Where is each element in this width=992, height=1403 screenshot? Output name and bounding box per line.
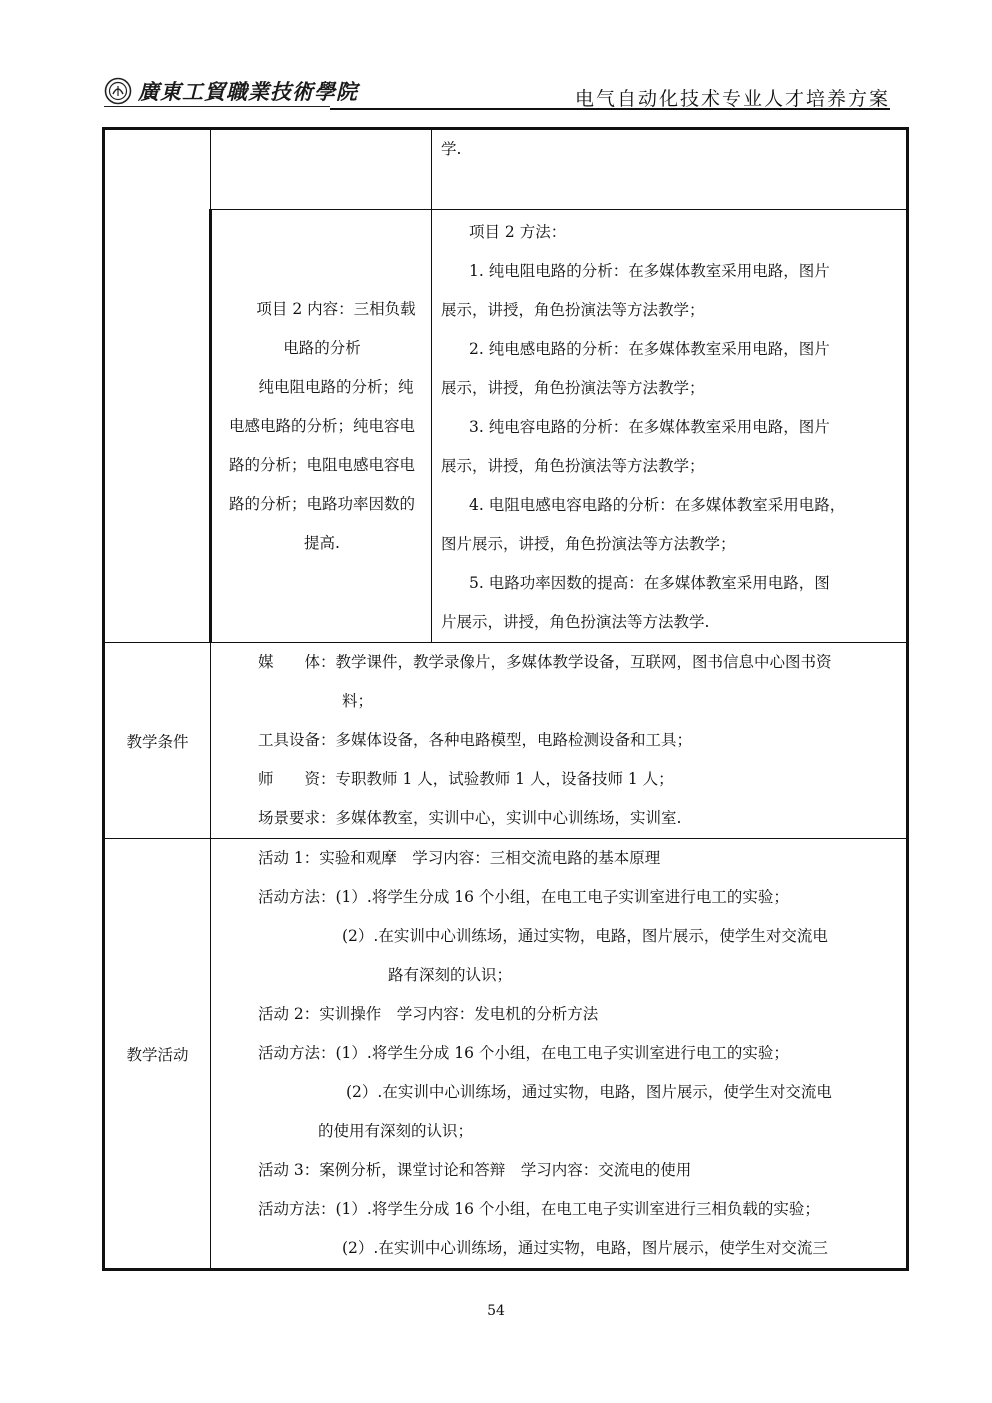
content-line: 项目 2 内容：三相负载 xyxy=(256,299,416,318)
table-row xyxy=(104,643,908,839)
media-line xyxy=(258,643,898,682)
method-line: 展示，讲授，角色扮演法等方法教学； xyxy=(441,457,705,475)
scene-line: 场景要求：多媒体教室，实训中心，实训中心训练场，实训室. xyxy=(258,809,682,827)
table-row xyxy=(104,129,908,210)
tools-line: 工具设备：多媒体设备，各种电路模型，电路检测设备和工具； xyxy=(258,731,693,749)
project2-content-cell xyxy=(211,210,432,643)
activity-method: (2）.在实训中心训练场，通过实物，电路，图片展示，使学生对交流电 xyxy=(342,927,828,945)
activity-method: 的使用有深刻的认识； xyxy=(318,1122,474,1140)
conditions-label: 教学条件 xyxy=(104,643,211,839)
media-text: 教学课件，教学录像片，多媒体教学设备，互联网，图书信息中心图书资 xyxy=(335,653,832,671)
content-line: 路的分析；电阻电感电容电 xyxy=(228,455,415,474)
activity-method: (2）.在实训中心训练场，通过实物，电路，图片展示，使学生对交流三 xyxy=(342,1239,828,1257)
school-name: 廣東工貿職業技術學院 xyxy=(138,79,358,104)
page-header xyxy=(104,72,890,110)
method-line: 项目 2 方法： xyxy=(469,223,567,241)
method-line: 学. xyxy=(441,140,462,158)
row-label-cell xyxy=(104,129,211,643)
media-label: 媒 体： xyxy=(258,653,336,671)
activity-title: 活动 2：实训操作 学习内容：发电机的分析方法 xyxy=(258,1005,599,1023)
activity-title: 活动 1：实验和观摩 学习内容：三相交流电路的基本原理 xyxy=(258,849,661,867)
method-cell xyxy=(432,129,908,210)
media-cont: 料； xyxy=(342,692,374,710)
method-line: 片展示，讲授，角色扮演法等方法教学. xyxy=(441,613,710,631)
document-title: 电气自动化技术专业人才培养方案 xyxy=(574,88,890,110)
page-number: 54 xyxy=(487,1303,505,1319)
activity-method: 活动方法：(1）.将学生分成 16 个小组，在电工电子实训室进行三相负载的实验； xyxy=(258,1200,820,1218)
activity-method: 活动方法：(1）.将学生分成 16 个小组，在电工电子实训室进行电工的实验； xyxy=(258,1044,789,1062)
method-line: 展示，讲授，角色扮演法等方法教学； xyxy=(441,379,705,397)
method-line: 图片展示，讲授，角色扮演法等方法教学； xyxy=(441,535,736,553)
content-cell xyxy=(211,129,432,210)
method-line: 展示，讲授，角色扮演法等方法教学； xyxy=(441,301,705,319)
activities-cell xyxy=(211,839,908,1270)
content-line: 纯电阻电路的分析；纯 xyxy=(258,377,414,396)
content-line: 提高. xyxy=(304,533,340,552)
school-emblem-icon xyxy=(104,77,132,105)
teachers-text: 专职教师 1 人，试验教师 1 人，设备技师 1 人； xyxy=(335,770,674,788)
method-line: 5. 电路功率因数的提高：在多媒体教室采用电路，图 xyxy=(469,574,830,592)
curriculum-table xyxy=(102,127,909,1271)
teachers-line xyxy=(258,760,898,799)
conditions-cell xyxy=(211,643,908,839)
method-line: 3. 纯电容电路的分析：在多媒体教室采用电路，图片 xyxy=(469,418,830,436)
method-line: 1. 纯电阻电路的分析：在多媒体教室采用电路，图片 xyxy=(469,262,830,280)
method-line: 4. 电阻电感电容电路的分析：在多媒体教室采用电路， xyxy=(469,496,846,514)
activity-method: (2）.在实训中心训练场，通过实物，电路，图片展示，使学生对交流电 xyxy=(346,1083,832,1101)
table-row xyxy=(104,839,908,1270)
project2-method-cell xyxy=(432,210,908,643)
content-line: 路的分析；电路功率因数的 xyxy=(228,494,415,513)
activity-title: 活动 3：案例分析，课堂讨论和答辩 学习内容：交流电的使用 xyxy=(258,1161,692,1179)
table-row xyxy=(104,210,908,643)
content-line: 电感电路的分析；纯电容电 xyxy=(228,416,415,435)
content-line: 电路的分析 xyxy=(283,338,361,357)
school-logo xyxy=(104,76,358,106)
teachers-label: 师 资： xyxy=(258,770,336,788)
method-line: 2. 纯电感电路的分析：在多媒体教室采用电路，图片 xyxy=(469,340,830,358)
activity-method: 活动方法：(1）.将学生分成 16 个小组，在电工电子实训室进行电工的实验； xyxy=(258,888,789,906)
activity-method: 路有深刻的认识； xyxy=(388,966,513,984)
logo-underline xyxy=(104,106,330,107)
activities-label: 教学活动 xyxy=(104,839,211,1270)
